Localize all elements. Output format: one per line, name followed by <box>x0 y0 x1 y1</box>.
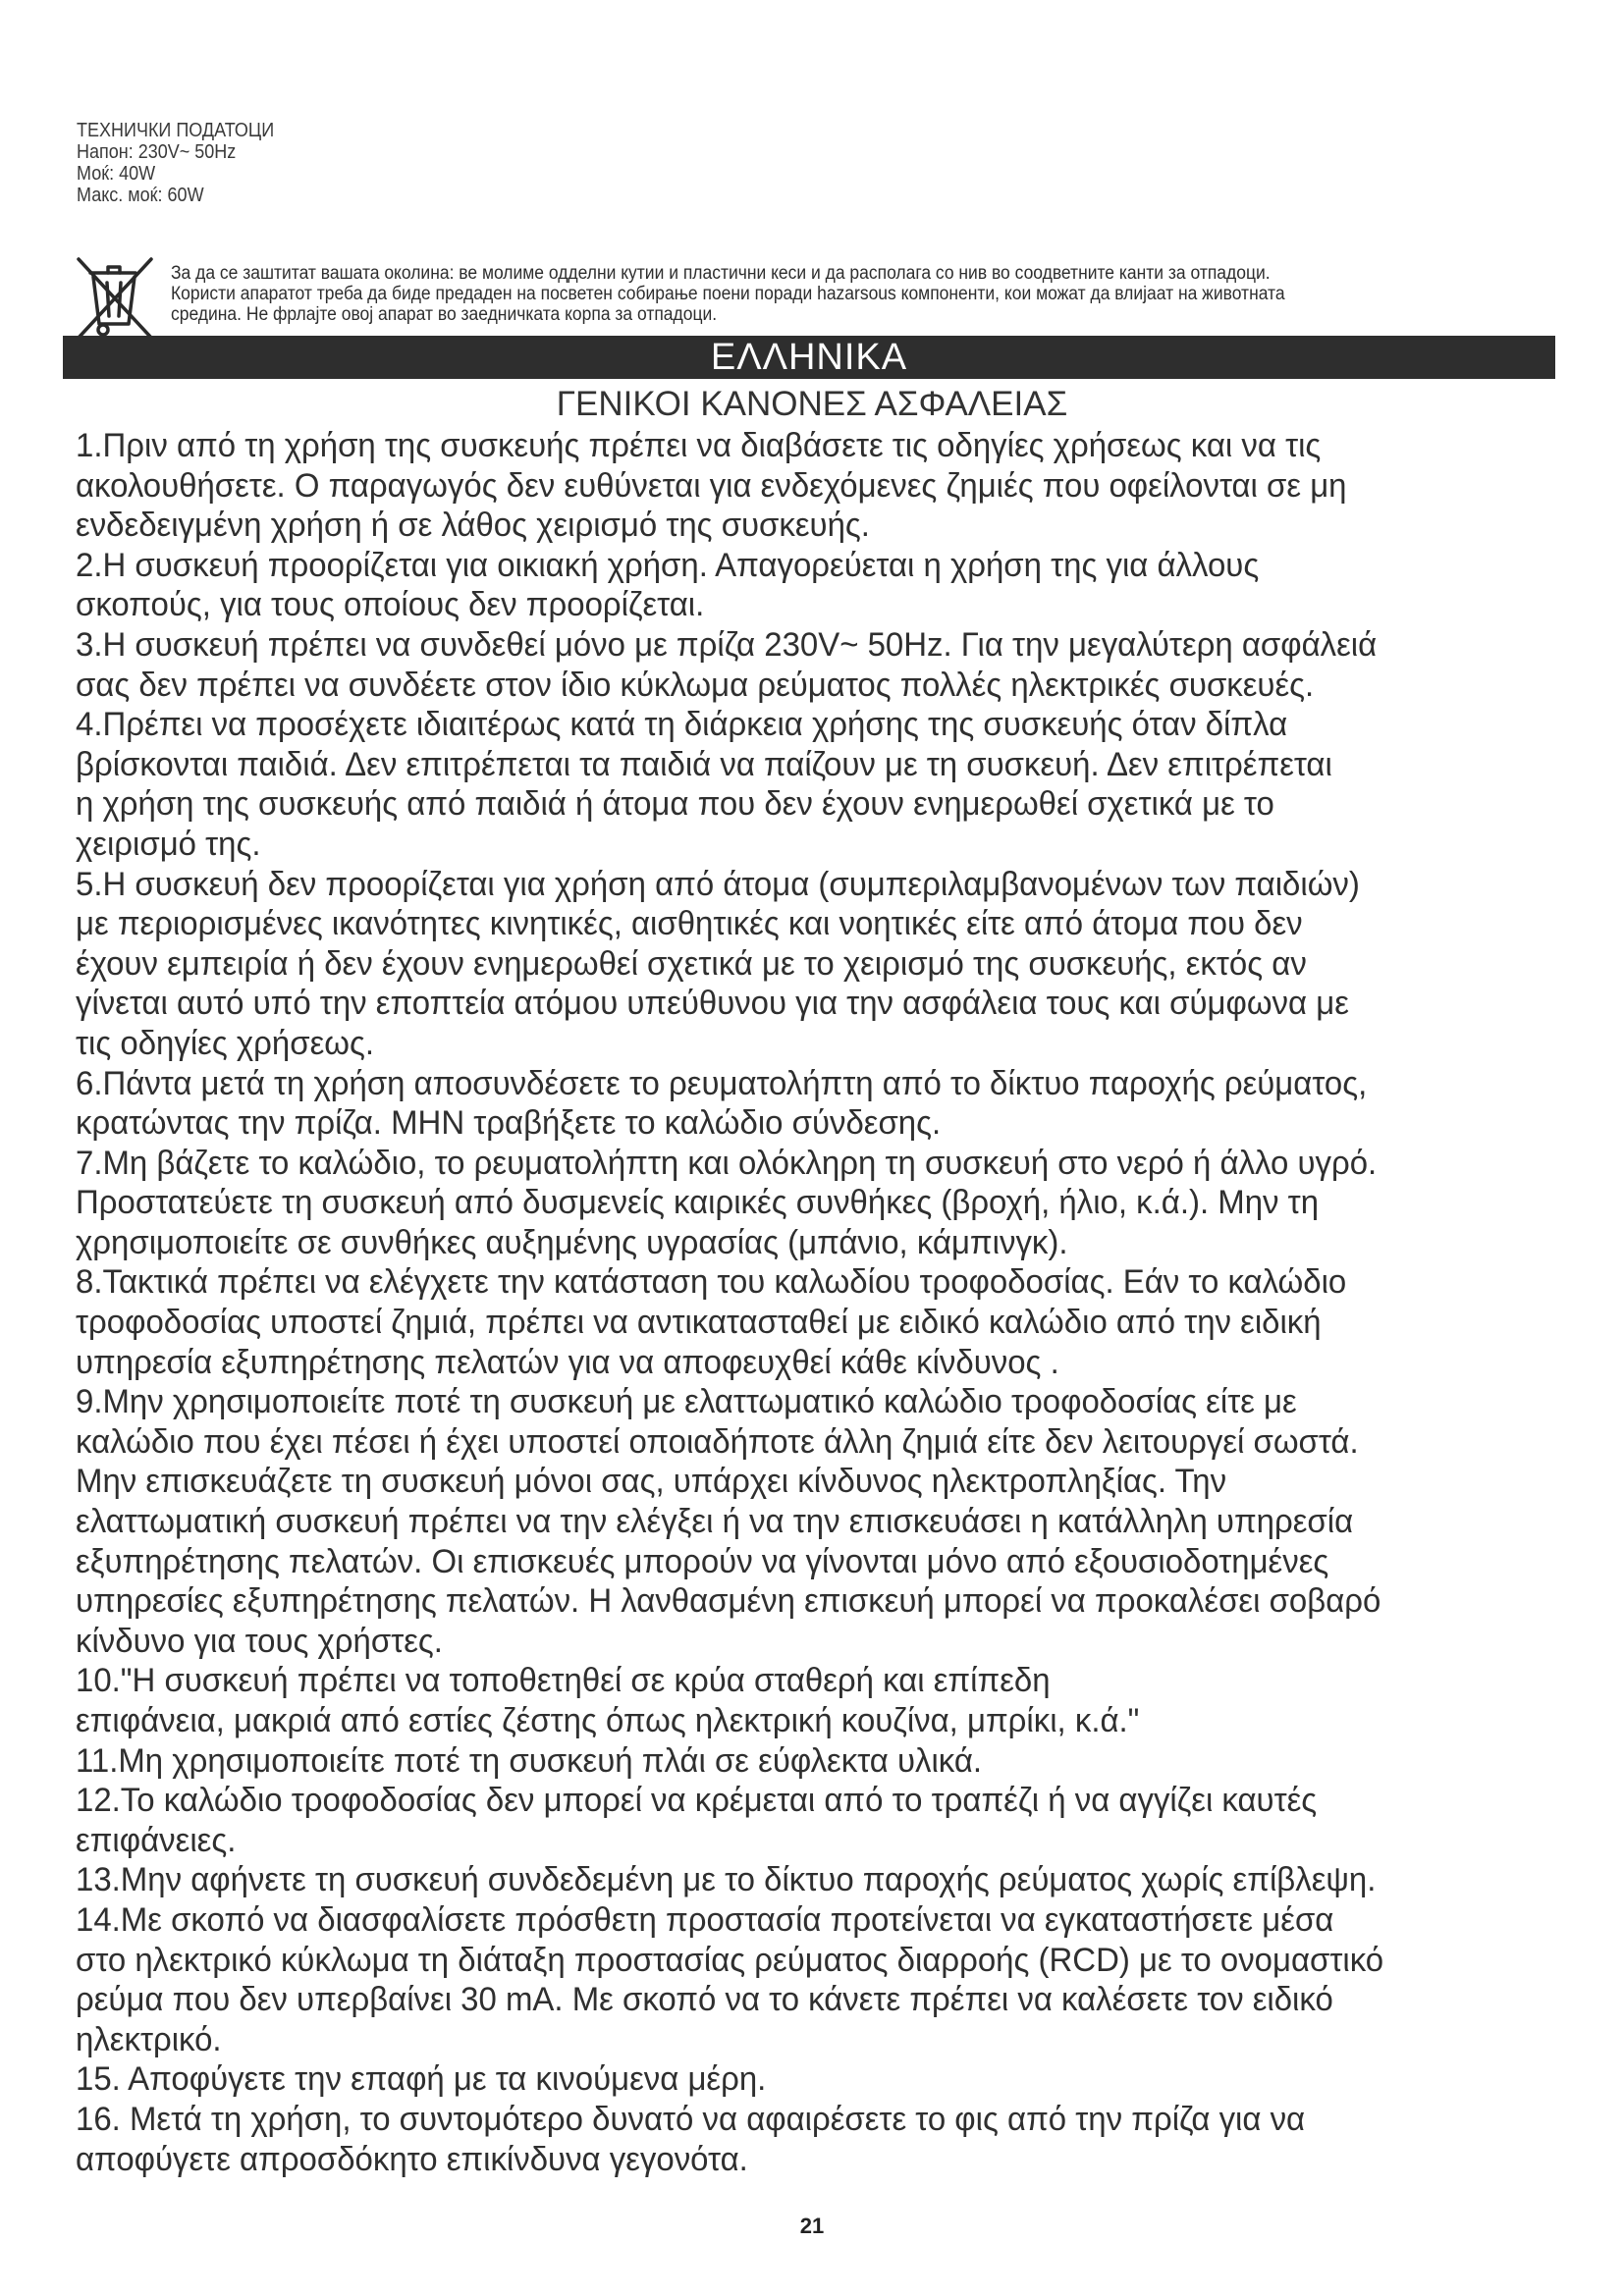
body-text-line: αποφύγετε απροσδόκητο επικίνδυνα γεγονότα. <box>76 2140 748 2178</box>
technical-specifications <box>77 120 274 206</box>
tech-specs-power: Моќ: 40W <box>77 163 156 185</box>
body-text-line: τις οδηγίες χρήσεως. <box>76 1024 375 1062</box>
body-text-line: η χρήση της συσκευής από παιδιά ή άτομα που δεν έχουν ενημερωθεί σχετικά με το <box>76 785 1274 824</box>
body-text-line: σκοπούς, για τους οποίους δεν προορίζεται. <box>76 586 705 624</box>
tech-specs-voltage: Напон: 230V~ 50Hz <box>77 141 237 163</box>
body-text-line: ρεύμα που δεν υπερβαίνει 30 mA. Με σκοπό να το κάνετε πρέπει να καλέσετε τον ειδικό <box>76 1981 1333 2019</box>
body-text-line: 8.Τακτικά πρέπει να ελέγχετε την κατάσταση του καλωδίου τροφοδοσίας. Εάν το καλώδιο <box>76 1263 1347 1302</box>
weee-notice-text <box>171 263 1508 325</box>
weee-notice-line: средина. Не фрлајте овој апарат во заедничката корпа за отпадоци. <box>171 304 718 325</box>
body-text-line: κίνδυνο για τους χρήστες. <box>76 1622 443 1660</box>
body-text-line: 14.Με σκοπό να διασφαλίσετε πρόσθετη προστασία προτείνεται να εγκαταστήσετε μέσα <box>76 1900 1334 1939</box>
body-text-line: χρησιμοποιείτε σε συνθήκες αυξημένης υγρασίας (μπάνιο, κάμπινγκ). <box>76 1223 1068 1261</box>
body-text-line: 13.Μην αφήνετε τη συσκευή συνδεδεμένη με το δίκτυο παροχής ρεύματος χωρίς επίβλεψη. <box>76 1861 1377 1899</box>
body-text-line: τροφοδοσίας υποστεί ζημιά, πρέπει να αντικατασταθεί με ειδικό καλώδιο από την ειδική <box>76 1304 1322 1342</box>
body-text-line: βρίσκονται παιδιά. Δεν επιτρέπεται τα παιδιά να παίζουν με τη συσκευή. Δεν επιτρέπεται <box>76 745 1332 783</box>
body-text-line: 1.Πριν από τη χρήση της συσκευής πρέπει να διαβάσετε τις οδηγίες χρήσεως και να τις <box>76 427 1322 464</box>
body-text-line: ενδεδειγμένη χρήση ή σε λάθος χειρισμό της συσκευής. <box>76 507 870 545</box>
body-text-line: 7.Μη βάζετε το καλώδιο, το ρευματολήπτη και ολόκληρη τη συσκευή στο νερό ή άλλο υγρό. <box>76 1144 1378 1182</box>
body-text-line: 3.Η συσκευή πρέπει να συνδεθεί μόνο με πρίζα 230V~ 50Hz. Για την μεγαλύτερη ασφάλειά <box>76 625 1378 664</box>
body-text-line: 2.Η συσκευή προορίζεται για οικιακή χρήση. Απαγορεύεται η χρήση της για άλλους <box>76 546 1260 584</box>
body-text-line: 15. Αποφύγετε την επαφή με τα κινούμενα μέρη. <box>76 2060 767 2099</box>
body-text-line: ακολουθήσετε. Ο παραγωγός δεν ευθύνεται για ενδεχόμενες ζημιές που οφείλονται σε μη <box>76 466 1347 505</box>
crossed-out-wheelie-bin-icon <box>71 253 157 342</box>
tech-specs-max-power: Макс. моќ: 60W <box>77 185 204 206</box>
body-text-line: 4.Πρέπει να προσέχετε ιδιαιτέρως κατά τη διάρκεια χρήσης της συσκευής όταν δίπλα <box>76 706 1288 744</box>
page-number: 21 <box>799 2214 825 2238</box>
body-text-line: Μην επισκευάζετε τη συσκευή μόνοι σας, υπάρχει κίνδυνος ηλεκτροπληξίας. Την <box>76 1463 1227 1501</box>
body-text-line: υπηρεσίες εξυπηρέτησης πελατών. Η λανθασμένη επισκευή μπορεί να προκαλέσει σοβαρό <box>76 1582 1381 1621</box>
body-text-line: στο ηλεκτρικό κύκλωμα τη διάταξη προστασίας ρεύματος διαρροής (RCD) με το ονομαστικό <box>76 1941 1384 1979</box>
body-text-line: εξυπηρέτησης πελατών. Οι επισκευές μπορούν να γίνονται μόνο από εξουσιοδοτημένες <box>76 1542 1329 1580</box>
body-text-line: 11.Μη χρησιμοποιείτε ποτέ τη συσκευή πλάι σε εύφλεκτα υλικά. <box>76 1741 983 1780</box>
section-title: ΓΕΝΙΚΟΙ ΚΑΝΟΝΕΣ ΑΣΦΑΛΕΙΑΣ <box>556 385 1068 423</box>
body-text-line: επιφάνειες. <box>76 1821 237 1859</box>
body-text-line: ηλεκτρικό. <box>76 2020 222 2058</box>
weee-notice-line: Користи апаратот треба да биде предаден на посветен собирање поени поради hazarsous компоненти, кои можат да влијаат на животната <box>171 284 1285 304</box>
body-text-line: χειρισμό της. <box>76 825 261 863</box>
body-text-line: έχουν εμπειρία ή δεν έχουν ενημερωθεί σχετικά με το χειρισμό της συσκευής, εκτός αν <box>76 944 1307 983</box>
body-text-line: με περιορισμένες ικανότητες κινητικές, αισθητικές και νοητικές είτε από άτομα που δεν <box>76 905 1303 943</box>
body-text-line: καλώδιο που έχει πέσει ή έχει υποστεί οποιαδήποτε άλλη ζημιά είτε δεν λειτουργεί σωστά. <box>76 1422 1359 1461</box>
body-text-line: 5.Η συσκευή δεν προορίζεται για χρήση από άτομα (συμπεριλαμβανομένων των παιδιών) <box>76 865 1360 903</box>
body-text-line: υπηρεσία εξυπηρέτησης πελατών για να αποφευχθεί κάθε κίνδυνος . <box>76 1343 1059 1381</box>
body-text-line: επιφάνεια, μακριά από εστίες ζέστης όπως ηλεκτρική κουζίνα, μπρίκι, κ.ά." <box>76 1702 1140 1739</box>
body-text-line: γίνεται αυτό υπό την εποπτεία ατόμου υπεύθυνου για την ασφάλεια τους και σύμφωνα με <box>76 985 1349 1023</box>
body-text-line: 6.Πάντα μετά τη χρήση αποσυνδέσετε το ρευματολήπτη από το δίκτυο παροχής ρεύματος, <box>76 1064 1368 1102</box>
safety-rules-text <box>76 426 1501 2179</box>
body-text-line: 10."Η συσκευή πρέπει να τοποθετηθεί σε κρύα σταθερή και επίπεδη <box>76 1662 1051 1700</box>
body-text-line: 12.Το καλώδιο τροφοδοσίας δεν μπορεί να κρέμεται από το τραπέζι ή να αγγίζει καυτές <box>76 1782 1318 1820</box>
body-text-line: κρατώντας την πρίζα. ΜΗΝ τραβήξετε το καλώδιο σύνδεσης. <box>76 1104 942 1143</box>
weee-notice-line: За да се заштитат вашата околина: ве молиме одделни кутии и пластични кеси и да располага со нив во соодветните канти за отпадоци. <box>171 263 1271 284</box>
language-section-bar: ΕΛΛΗΝΙΚΑ <box>63 336 1555 379</box>
body-text-line: ελαττωματική συσκευή πρέπει να την ελέγξει ή να την επισκευάσει η κατάλληλη υπηρεσία <box>76 1503 1354 1541</box>
tech-specs-heading: ТЕХНИЧКИ ПОДАТОЦИ <box>77 120 275 141</box>
body-text-line: Προστατεύετε τη συσκευή από δυσμενείς καιρικές συνθήκες (βροχή, ήλιο, κ.ά.). Μην τη <box>76 1184 1320 1222</box>
body-text-line: 9.Μην χρησιμοποιείτε ποτέ τη συσκευή με ελαττωματικό καλώδιο τροφοδοσίας είτε με <box>76 1383 1297 1421</box>
body-text-line: 16. Μετά τη χρήση, το συντομότερο δυνατό να αφαιρέσετε το φις από την πρίζα για να <box>76 2100 1306 2138</box>
body-text-line: σας δεν πρέπει να συνδέετε στον ίδιο κύκλωμα ρεύματος πολλές ηλεκτρικές συσκευές. <box>76 666 1315 704</box>
